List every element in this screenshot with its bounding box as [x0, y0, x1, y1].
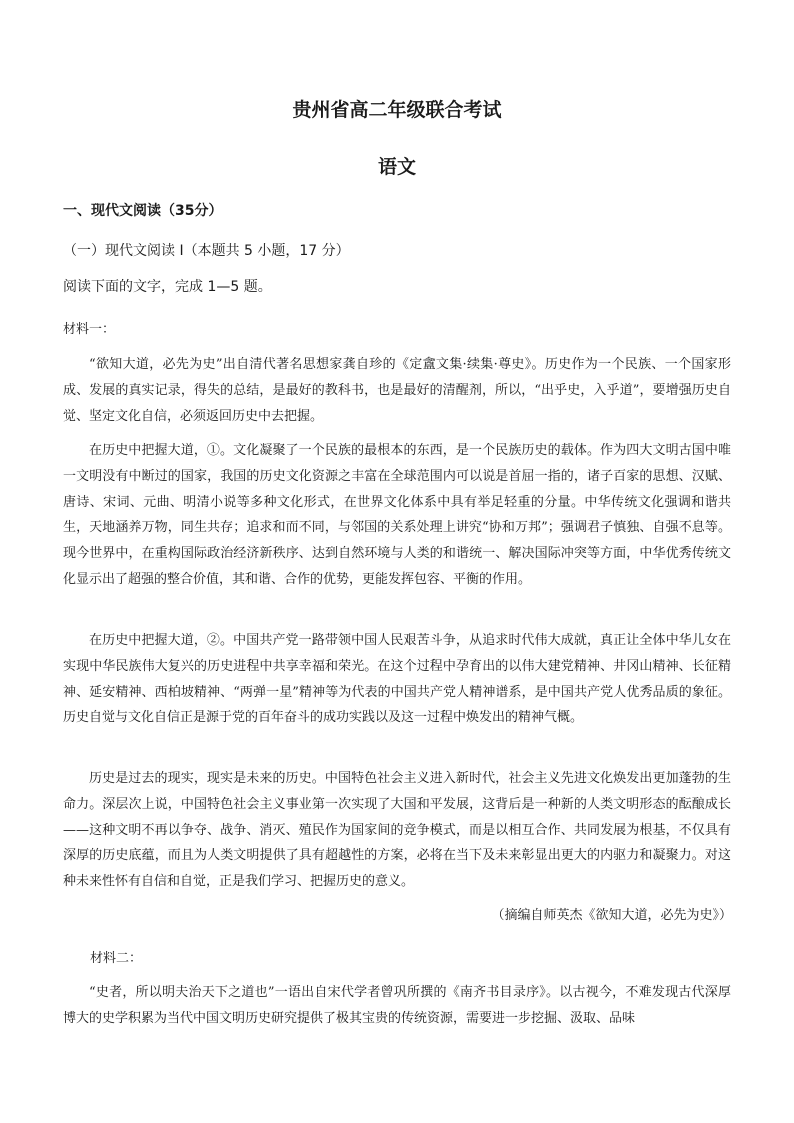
material-two-label: 材料二：	[90, 951, 143, 966]
subject-title: 语文	[377, 156, 416, 178]
source-citation: （摘编自师英杰《欲知大道，必先为史》）	[491, 908, 732, 923]
paragraph-4: 历史是过去的现实，现实是未来的历史。中国特色社会主义进入新时代，社会主义先进文化焕发出更加蓬勃的生命力。深层次上说，中国特色社会主义事业第一次实现了大国和平发展，这背后是一种新的人类文明形态的酝酿成长——这种文明不再以争夺、战争、消灭、殖民作为国家间的竞争模式，而是以相互合作、共同发展为根基，不仅具有深厚的历史底蕴，而且为人类文明提供了具有超越性的方案，必将在当下及未来彰显出更大的内驱力和凝聚力。对这种未来性怀有自信和自觉，正是我们学习、把握历史的意义。	[63, 771, 731, 890]
paragraph-2: 在历史中把握大道，①。文化凝聚了一个民族的最根本的东西，是一个民族历史的载体。作为四大文明古国中唯一文明没有中断过的国家，我国的历史文化资源之丰富在全球范围内可以说是首屈一指的，诸子百家的思想、汉赋、唐诗、宋词、元曲、明清小说等多种文化形式，在世界文化体系中具有举足轻重的分量。中华传统文化强调和谐共生，天地涵养万物，同生共存；追求和而不同，与邻国的关系处理上讲究“协和万邦”；强调君子慎独、自强不息等。现今世界中，在重构国际政治经济新秩序、达到自然环境与人类的和谐统一、解决国际冲突等方面，中华优秀传统文化显示出了超强的整合价值，其和谐、合作的优势，更能发挥包容、平衡的作用。	[63, 443, 731, 587]
paragraph-1: “欲知大道，必先为史”出自清代著名思想家龚自珍的《定盦文集·续集·尊史》。历史作为一个民族、一个国家形成、发展的真实记录，得失的总结，是最好的教科书，也是最好的清醒剂，所以，“出乎史，入乎道”，要增强历史自觉、坚定文化自信，必须返回历史中去把握。	[63, 357, 731, 424]
paragraph-3: 在历史中把握大道，②。中国共产党一路带领中国人民艰苦斗争，从追求时代伟大成就，真正让全体中华儿女在实现中华民族伟大复兴的历史进程中共享幸福和荣光。在这个过程中孕育出的以伟大建党精神、井冈山精神、长征精神、延安精神、西柏坡精神、“两弹一星”精神等为代表的中国共产党人精神谱系，是中国共产党人优秀品质的象征。历史自觉与文化自信正是源于党的百年奋斗的成功实践以及这一过程中焕发出的精神气概。	[63, 633, 731, 726]
exam-title: 贵州省高二年级联合考试	[292, 99, 502, 121]
paragraph-5: “史者，所以明夫治天下之道也”一语出自宋代学者曾巩所撰的《南齐书目录序》。以古视今，不难发现古代深厚博大的史学积累为当代中国文明历史研究提供了极其宝贵的传统资源，需要进一步挖掘、汲取、品味	[63, 985, 731, 1026]
section-heading: 一、现代文阅读（35分）	[63, 203, 223, 219]
material-one-label: 材料一：	[63, 322, 116, 337]
subsection-heading: （一）现代文阅读 I（本题共 5 小题，17 分）	[63, 243, 350, 259]
reading-instruction: 阅读下面的文字，完成 1—5 题。	[63, 279, 272, 295]
